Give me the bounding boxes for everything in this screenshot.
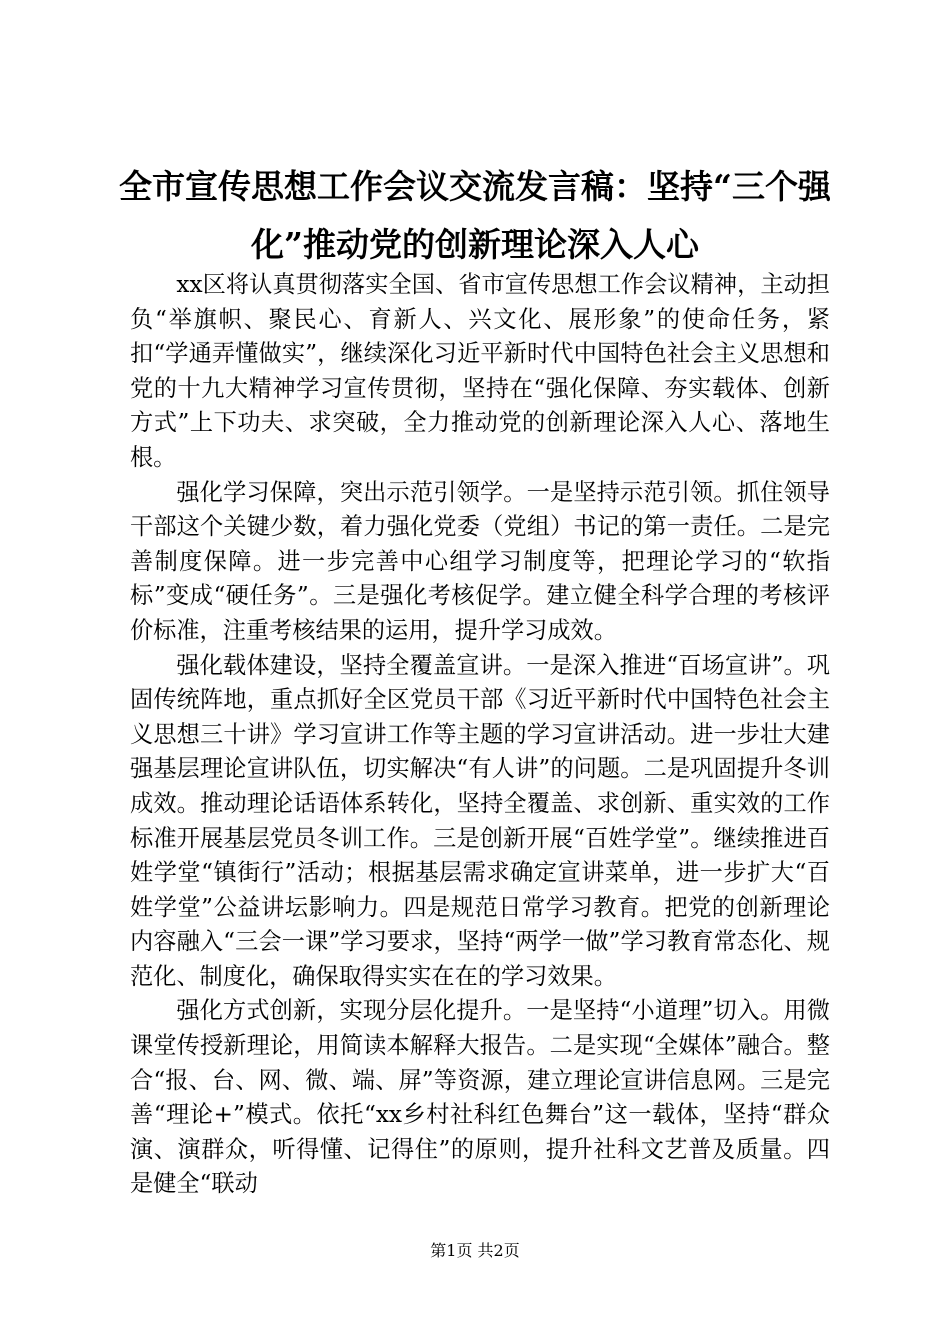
- paragraph-study-guarantee: 强化学习保障，突出示范引领学。一是坚持示范引领。抓住领导干部这个关键少数，着力强化党委（党组）书记的第一责任。二是完善制度保障。进一步完善中心组学习制度等，把理论学习的“软指标”变成“硬任务”。三是强化考核促学。建立健全科学合理的考核评价标准，注重考核结果的运用，提升学习成效。: [130, 478, 830, 644]
- paragraph-intro: xx区将认真贯彻落实全国、省市宣传思想工作会议精神，主动担负“举旗帜、聚民心、育新人、兴文化、展形象”的使命任务，紧扣“学通弄懂做实”，继续深化习近平新时代中国特色社会主义思想和党的十九大精神学习宣传贯彻，坚持在“强化保障、夯实载体、创新方式”上下功夫、求突破，全力推动党的创新理论深入人心、落地生根。: [130, 271, 830, 471]
- page-footer: 第1页 共2页: [430, 1241, 520, 1260]
- document-title: 全市宣传思想工作会议交流发言稿：坚持“三个强化”推动党的创新理论深入人心: [119, 167, 831, 264]
- paragraph-method-innovation: 强化方式创新，实现分层化提升。一是坚持“小道理”切入。用微课堂传授新理论，用简读本解释大报告。二是实现“全媒体”融合。整合“报、台、网、微、端、屏”等资源，建立理论宣讲信息网。三是完善“理论+”模式。依托“xx乡村社科红色舞台”这一载体，坚持“群众演、演群众，听得懂、记得住”的原则，提升社科文艺普及质量。四是健全“联动: [130, 997, 830, 1198]
- paragraph-carrier-building: 强化载体建设，坚持全覆盖宣讲。一是深入推进“百场宣讲”。巩固传统阵地，重点抓好全区党员干部《习近平新时代中国特色社会主义思想三十讲》学习宣讲工作等主题的学习宣讲活动。进一步壮大建强基层理论宣讲队伍，切实解决“有人讲”的问题。二是巩固提升冬训成效。推动理论话语体系转化，坚持全覆盖、求创新、重实效的工作标准开展基层党员冬训工作。三是创新开展“百姓学堂”。继续推进百姓学堂“镇街行”活动；根据基层需求确定宣讲菜单，进一步扩大“百姓学堂”公益讲坛影响力。四是规范日常学习教育。把党的创新理论内容融入“三会一课”学习要求，坚持“两学一做”学习教育常态化、规范化、制度化，确保取得实实在在的学习效果。: [130, 651, 830, 990]
- document-body: [130, 268, 830, 1202]
